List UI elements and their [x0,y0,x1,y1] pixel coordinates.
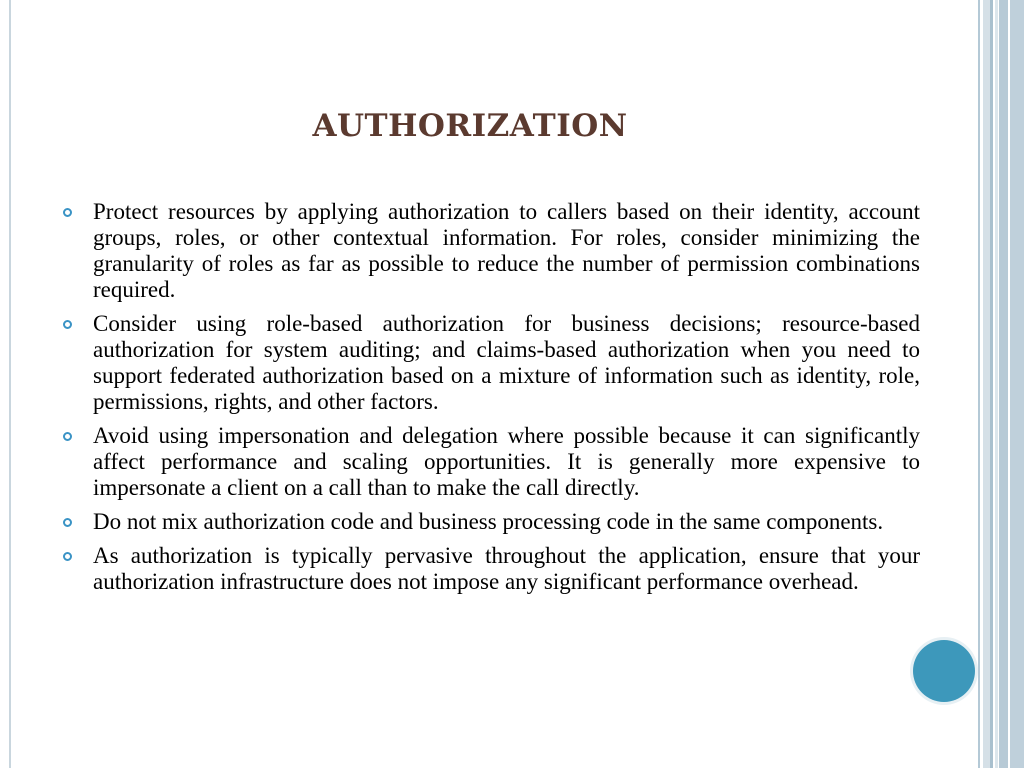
decorative-stripe [978,0,980,768]
bullet-item [58,423,920,501]
bullet-text: Avoid using impersonation and delegation where possible because it can significantly affect performance and scaling opportunities. It is generally more expensive to impersonate a client on a call than to make the call directly. [93,423,920,500]
bullet-item [58,311,920,415]
circle-bullet-icon [63,320,72,329]
decorative-stripe [983,0,990,768]
circle-bullet-icon [63,432,72,441]
decorative-stripe [990,0,993,768]
bullet-text: Protect resources by applying authorization to callers based on their identity, account groups, roles, or other contextual information. For roles, consider minimizing the granularity of roles as far as possible to reduce the number of permission combinations required. [93,199,920,302]
decorative-stripe [999,0,1008,768]
bullet-text: As authorization is typically pervasive throughout the application, ensure that your authorization infrastructure does not impose any significant performance overhead. [93,543,920,594]
circle-bullet-icon [63,552,72,561]
circle-bullet-icon [63,518,72,527]
decorative-circle [913,640,975,702]
bullet-item [58,509,920,535]
bullet-text: Do not mix authorization code and business processing code in the same components. [93,509,884,534]
decorative-stripe [1010,0,1024,768]
bullet-item [58,199,920,303]
bullet-item [58,543,920,595]
slide-title: AUTHORIZATION [312,108,628,144]
circle-bullet-icon [63,208,72,217]
decorative-stripe [995,0,998,768]
bullet-list [58,199,920,603]
bullet-text: Consider using role-based authorization for business decisions; resource-based authorization for system auditing; and claims-based authorization when you need to support federated authorization based on a mixture of information such as identity, role, permissions, rights, and other factors. [93,311,920,414]
